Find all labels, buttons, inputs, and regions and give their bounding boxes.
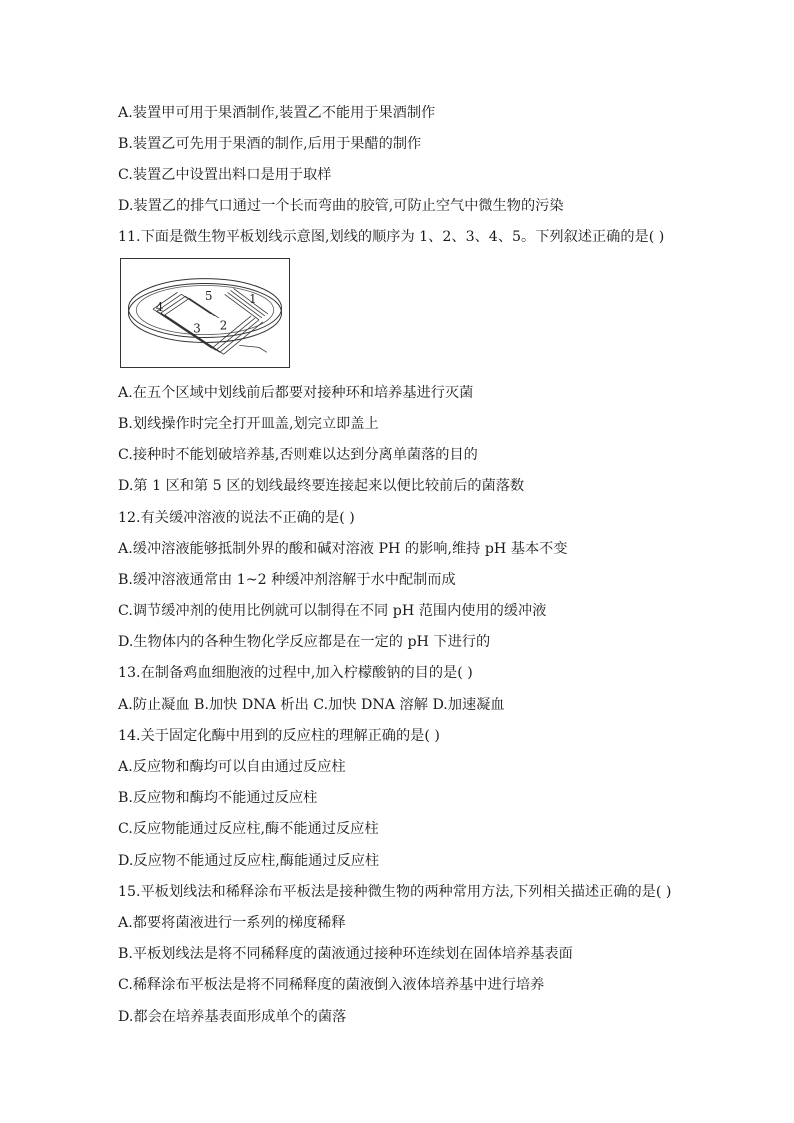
streak-plate-figure <box>120 258 290 368</box>
option-b-q14: B.反应物和酶均不能通过反应柱 <box>118 790 318 806</box>
line-b-q10: B.装置乙可先用于果酒的制作,后用于果醋的制作 <box>118 136 422 152</box>
zone-label-2: 2 <box>219 318 228 333</box>
question-15: 15.平板划线法和稀释涂布平板法是接种微生物的两种常用方法,下列相关描述正确的是( ) <box>118 884 672 900</box>
petri-dish-diagram <box>121 259 289 367</box>
option-a-q15: A.都要将菌液进行一系列的梯度稀释 <box>118 915 346 931</box>
zone-label-5: 5 <box>205 289 213 304</box>
question-13: 13.在制备鸡血细胞液的过程中,加入柠檬酸钠的目的是( ) <box>118 665 473 681</box>
options-q13: A.防止凝血 B.加快 DNA 析出 C.加快 DNA 溶解 D.加速凝血 <box>118 697 505 713</box>
question-11: 11.下面是微生物平板划线示意图,划线的顺序为 1、2、3、4、5。下列叙述正确的是( ) <box>118 229 665 245</box>
option-d-q15: D.都会在培养基表面形成单个的菌落 <box>118 1009 347 1025</box>
line-d-q10: D.装置乙的排气口通过一个长而弯曲的胶管,可防止空气中微生物的污染 <box>118 198 564 214</box>
zone-label-1: 1 <box>249 292 257 307</box>
option-c-q15: C.稀释涂布平板法是将不同稀释度的菌液倒入液体培养基中进行培养 <box>118 977 545 993</box>
line-a-q10: A.装置甲可用于果酒制作,装置乙不能用于果酒制作 <box>118 105 436 121</box>
option-a-q14: A.反应物和酶均可以自由通过反应柱 <box>118 759 346 775</box>
option-c-q14: C.反应物能通过反应柱,酶不能通过反应柱 <box>118 821 379 837</box>
option-d-q14: D.反应物不能通过反应柱,酶能通过反应柱 <box>118 853 380 869</box>
option-c-q12: C.调节缓冲剂的使用比例就可以制得在不同 pH 范围内使用的缓冲液 <box>118 603 547 619</box>
zone-label-4: 4 <box>155 300 164 315</box>
option-d-q12: D.生物体内的各种生物化学反应都是在一定的 pH 下进行的 <box>118 634 491 650</box>
option-a-q12: A.缓冲溶液能够抵制外界的酸和碱对溶液 PH 的影响,维持 pH 基本不变 <box>118 541 568 557</box>
option-b-q11: B.划线操作时完全打开皿盖,划完立即盖上 <box>118 416 379 432</box>
option-d-q11: D.第 1 区和第 5 区的划线最终要连接起来以便比较前后的菌落数 <box>118 478 525 494</box>
option-a-q11: A.在五个区域中划线前后都要对接种环和培养基进行灭菌 <box>118 385 474 401</box>
option-b-q15: B.平板划线法是将不同稀释度的菌液通过接种环连续划在固体培养基表面 <box>118 946 573 962</box>
option-c-q11: C.接种时不能划破培养基,否则难以达到分离单菌落的目的 <box>118 447 478 463</box>
option-b-q12: B.缓冲溶液通常由 1~2 种缓冲剂溶解于水中配制而成 <box>118 572 456 588</box>
line-c-q10: C.装置乙中设置出料口是用于取样 <box>118 167 332 183</box>
question-14: 14.关于固定化酶中用到的反应柱的理解正确的是( ) <box>118 728 440 744</box>
zone-label-3: 3 <box>193 321 201 336</box>
question-12: 12.有关缓冲溶液的说法不正确的是( ) <box>118 510 355 526</box>
